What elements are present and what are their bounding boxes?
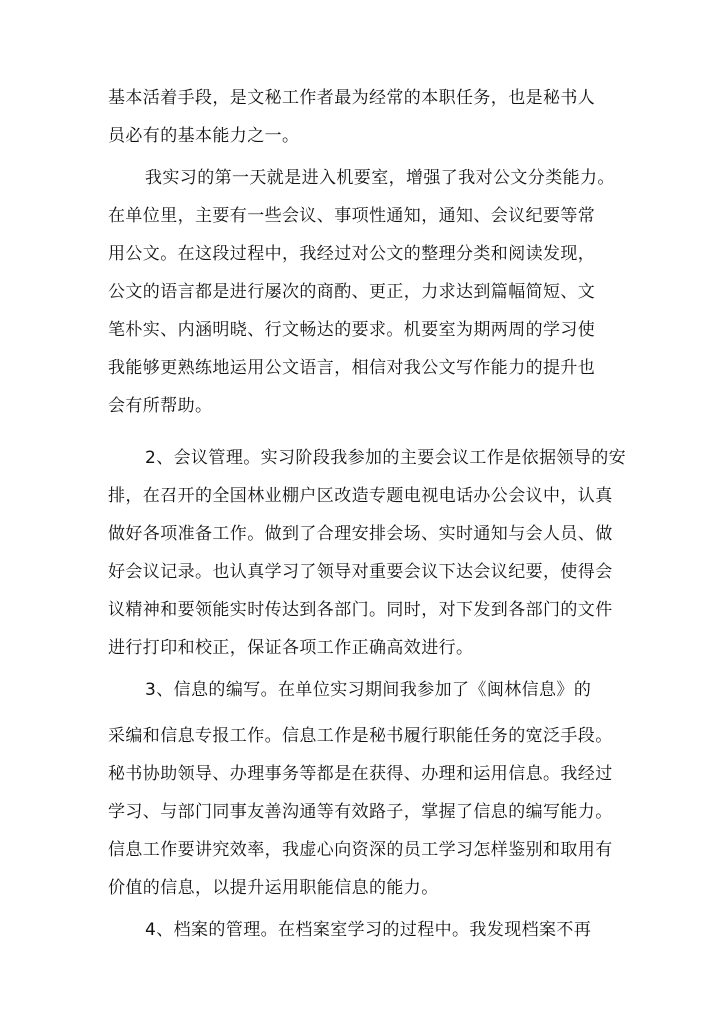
text-line: 用公文。在这段过程中，我经过对公文的整理分类和阅读发现， xyxy=(108,244,596,264)
text-line: 员必有的基本能力之一。 xyxy=(108,126,300,146)
text-line: 公文的语言都是进行屡次的商酌、更正，力求达到篇幅简短、文 xyxy=(108,282,596,302)
text-line: 采编和信息专报工作。信息工作是秘书履行职能任务的宽泛手段。 xyxy=(108,726,613,746)
text-line: 笔朴实、内涵明晓、行文畅达的要求。机要室为期两周的学习使 xyxy=(108,320,596,340)
text-line: 做好各项准备工作。做到了合理安排会场、实时通知与会人员、做 xyxy=(108,524,613,544)
text-line: 价值的信息，以提升运用职能信息的能力。 xyxy=(108,878,439,898)
text-line: 4、档案的管理。在档案室学习的过程中。我发现档案不再 xyxy=(145,920,592,940)
text-line: 基本活着手段，是文秘工作者最为经常的本职任务，也是秘书人 xyxy=(108,88,596,108)
text-line: 在单位里，主要有一些会议、事项性通知，通知、会议纪要等常 xyxy=(108,206,596,226)
text-line: 会有所帮助。 xyxy=(108,396,213,416)
text-line: 2、会议管理。实习阶段我参加的主要会议工作是依据领导的安 xyxy=(145,448,627,468)
text-line: 秘书协助领导、办理事务等都是在获得、办理和运用信息。我经过 xyxy=(108,764,613,784)
text-line: 好会议记录。也认真学习了领导对重要会议下达会议纪要，使得会 xyxy=(108,562,613,582)
text-line: 学习、与部门同事友善沟通等有效路子，掌握了信息的编写能力。 xyxy=(108,802,613,822)
text-line: 排，在召开的全国林业棚户区改造专题电视电话办公会议中，认真 xyxy=(108,486,613,506)
text-line: 议精神和要领能实时传达到各部门。同时，对下发到各部门的文件 xyxy=(108,600,613,620)
text-line: 3、信息的编写。在单位实习期间我参加了《闽林信息》的 xyxy=(145,680,592,700)
text-line: 进行打印和校正，保证各项工作正确高效进行。 xyxy=(108,638,474,658)
text-line: 我实习的第一天就是进入机要室，增强了我对公文分类能力。 xyxy=(145,168,615,188)
text-line: 我能够更熟练地运用公文语言，相信对我公文写作能力的提升也 xyxy=(108,358,596,378)
text-line: 信息工作要讲究效率，我虚心向资深的员工学习怎样鉴别和取用有 xyxy=(108,840,613,860)
